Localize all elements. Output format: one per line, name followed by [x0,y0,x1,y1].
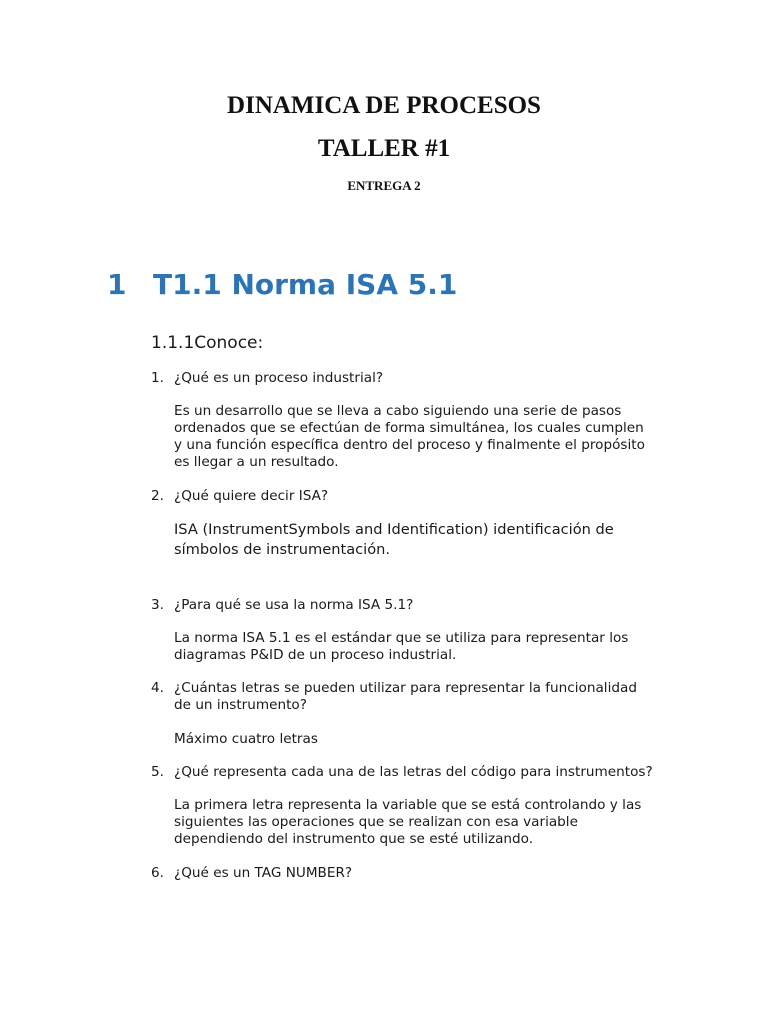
question-text: de un instrumento? [174,697,307,713]
answer-4 [174,731,644,748]
question-number: 1. [151,370,164,386]
question-3 [151,597,413,614]
section-heading [107,268,457,301]
answer-line: La primera letra representa la variable que se está controlando y las [174,797,642,813]
question-6 [151,865,352,882]
answer-line: y una función específica dentro del proceso y finalmente el propósito [174,437,645,453]
section-title: T1.1 Norma ISA 5.1 [153,268,458,301]
answer-line: símbolos de instrumentación. [174,541,391,558]
subsection-heading: 1.1.1Conoce: [151,333,264,353]
answer-2 [174,520,644,560]
question-text: ¿Qué quiere decir ISA? [174,488,329,504]
answer-line: siguientes las operaciones que se realizan con esa variable [174,814,578,830]
question-text: ¿Qué es un proceso industrial? [174,370,384,386]
answer-line: Es un desarrollo que se lleva a cabo siguiendo una serie de pasos [174,403,622,419]
answer-line: diagramas P&ID de un proceso industrial. [174,647,457,663]
answer-line: ordenados que se efectúan de forma simultánea, los cuales cumplen [174,420,644,436]
question-4 [151,680,637,714]
delivery-label: ENTREGA 2 [347,178,421,193]
question-2 [151,488,328,505]
answer-line: ISA (InstrumentSymbols and Identification) identificación de [174,521,614,538]
answer-line: dependiendo del instrumento que se esté utilizando. [174,831,534,847]
question-number: 2. [151,488,164,504]
question-text: ¿Qué es un TAG NUMBER? [174,865,353,881]
question-number: 4. [151,680,164,696]
answer-3 [174,630,644,664]
question-5 [151,764,653,781]
question-text: ¿Para qué se usa la norma ISA 5.1? [174,597,414,613]
answer-line: La norma ISA 5.1 es el estándar que se utiliza para representar los [174,630,629,646]
document-subtitle: TALLER #1 [317,135,451,162]
answer-1 [174,403,644,471]
answer-5 [174,797,644,848]
question-text: ¿Qué representa cada una de las letras del código para instrumentos? [174,764,653,780]
answer-line: Máximo cuatro letras [174,731,318,747]
question-number: 3. [151,597,164,613]
answer-line: es llegar a un resultado. [174,454,339,470]
question-number: 6. [151,865,164,881]
question-text: ¿Cuántas letras se pueden utilizar para representar la funcionalidad [174,680,637,696]
question-1 [151,370,383,387]
document-title: DINAMICA DE PROCESOS [227,92,541,119]
question-number: 5. [151,764,164,780]
section-number: 1 [107,268,127,301]
